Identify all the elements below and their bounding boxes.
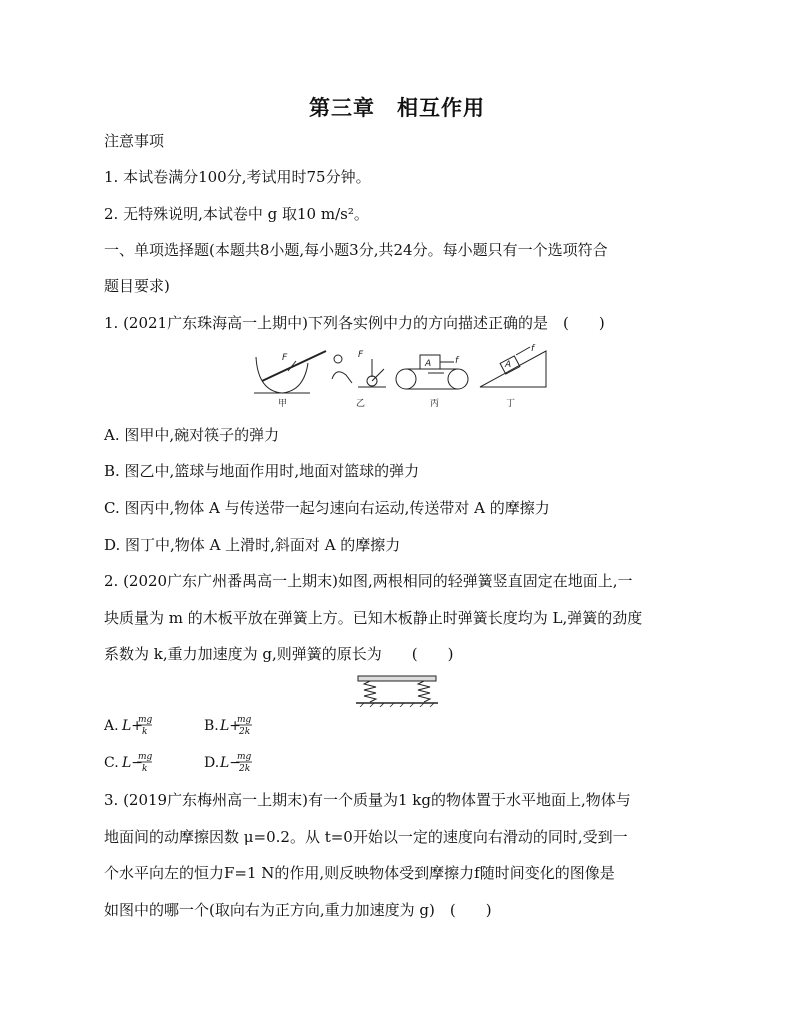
svg-text:mg: mg bbox=[237, 715, 252, 725]
block-a-label: A bbox=[425, 359, 432, 369]
q1-stem: 1. (2021广东珠海高一上期中)下列各实例中力的方向描述正确的是 ( ) bbox=[104, 314, 605, 332]
friction-arrow bbox=[516, 347, 530, 355]
q2-option-b bbox=[204, 715, 252, 737]
force-label: F bbox=[358, 350, 364, 360]
svg-text:k: k bbox=[142, 764, 148, 774]
spring-left bbox=[364, 681, 376, 702]
svg-text:k: k bbox=[142, 727, 148, 737]
svg-text:C.: C. bbox=[104, 755, 119, 771]
q3-stem-line1: 3. (2019广东梅州高一上期末)有一个质量为1 kg的物体置于水平地面上,物体与 bbox=[104, 791, 631, 809]
section-heading-line1: 一、单项选择题(本题共8小题,每小题3分,共24分。每小题只有一个选项符合 bbox=[104, 241, 608, 259]
fig-label-bing: 丙 bbox=[430, 399, 440, 409]
q3-stem-line3: 个水平向左的恒力F=1 N的作用,则反映物体受到摩擦力f随时间变化的图像是 bbox=[104, 864, 615, 882]
notice-item-1: 1. 本试卷满分100分,考试用时75分钟。 bbox=[104, 168, 371, 186]
svg-text:L−: L− bbox=[122, 755, 144, 771]
force-label: F bbox=[282, 353, 288, 363]
friction-label: f bbox=[455, 356, 459, 366]
q1-option-c: C. 图丙中,物体 A 与传送带一起匀速向右运动,传送带对 A 的摩擦力 bbox=[104, 499, 550, 517]
notice-item-2: 2. 无特殊说明,本试卷中 g 取10 m/s²。 bbox=[104, 205, 369, 223]
q2-option-c bbox=[104, 752, 153, 774]
chopstick-shape bbox=[262, 351, 326, 381]
svg-text:L+: L+ bbox=[122, 718, 144, 734]
fig-label-jia: 甲 bbox=[278, 399, 288, 409]
svg-text:2k: 2k bbox=[239, 727, 251, 737]
q1-option-d: D. 图丁中,物体 A 上滑时,斜面对 A 的摩擦力 bbox=[104, 536, 401, 554]
q3-stem-line4: 如图中的哪一个(取向右为正方向,重力加速度为 g) ( ) bbox=[104, 901, 492, 919]
spring-right bbox=[418, 681, 430, 702]
q3-stem-line2: 地面间的动摩擦因数 μ=0.2。从 t=0开始以一定的速度向右滑动的同时,受到一 bbox=[104, 828, 628, 846]
figure-ding bbox=[480, 344, 546, 387]
svg-text:mg: mg bbox=[237, 752, 252, 762]
figure-bing bbox=[396, 355, 468, 389]
svg-text:L+: L+ bbox=[220, 718, 242, 734]
q2-stem-line1: 2. (2020广东广州番禺高一上期末)如图,两根相同的轻弹簧竖直固定在地面上,一 bbox=[104, 572, 633, 590]
board-shape bbox=[358, 676, 436, 681]
svg-text:L−: L− bbox=[220, 755, 242, 771]
svg-text:mg: mg bbox=[138, 752, 153, 762]
q2-stem-line2: 块质量为 m 的木板平放在弹簧上方。已知木板静止时弹簧长度均为 L,弹簧的劲度 bbox=[104, 609, 643, 627]
page-title: 第三章 相互作用 bbox=[309, 95, 485, 120]
block-a-label: A bbox=[505, 360, 512, 370]
fig-label-yi: 乙 bbox=[356, 399, 366, 409]
figure-yi bbox=[332, 350, 386, 387]
svg-text:D.: D. bbox=[204, 755, 220, 771]
q1-option-b: B. 图乙中,篮球与地面作用时,地面对篮球的弹力 bbox=[104, 462, 420, 480]
player-head bbox=[334, 355, 342, 363]
q2-option-a bbox=[103, 715, 153, 737]
q2-figure bbox=[356, 672, 438, 708]
section-heading-line2: 题目要求) bbox=[104, 277, 170, 295]
figure-jia bbox=[254, 351, 326, 393]
q2-stem-line3: 系数为 k,重力加速度为 g,则弹簧的原长为 ( ) bbox=[104, 645, 454, 663]
svg-text:A.: A. bbox=[104, 718, 119, 734]
friction-label: f bbox=[531, 344, 535, 354]
q1-option-a: A. 图甲中,碗对筷子的弹力 bbox=[104, 426, 280, 444]
svg-text:B.: B. bbox=[204, 718, 219, 734]
fig-label-ding: 丁 bbox=[506, 399, 516, 409]
svg-text:mg: mg bbox=[138, 715, 153, 725]
q1-figure bbox=[248, 343, 553, 409]
q2-options bbox=[100, 710, 300, 780]
svg-text:2k: 2k bbox=[239, 764, 251, 774]
q2-option-d bbox=[204, 752, 252, 774]
notice-heading: 注意事项 bbox=[104, 132, 165, 150]
